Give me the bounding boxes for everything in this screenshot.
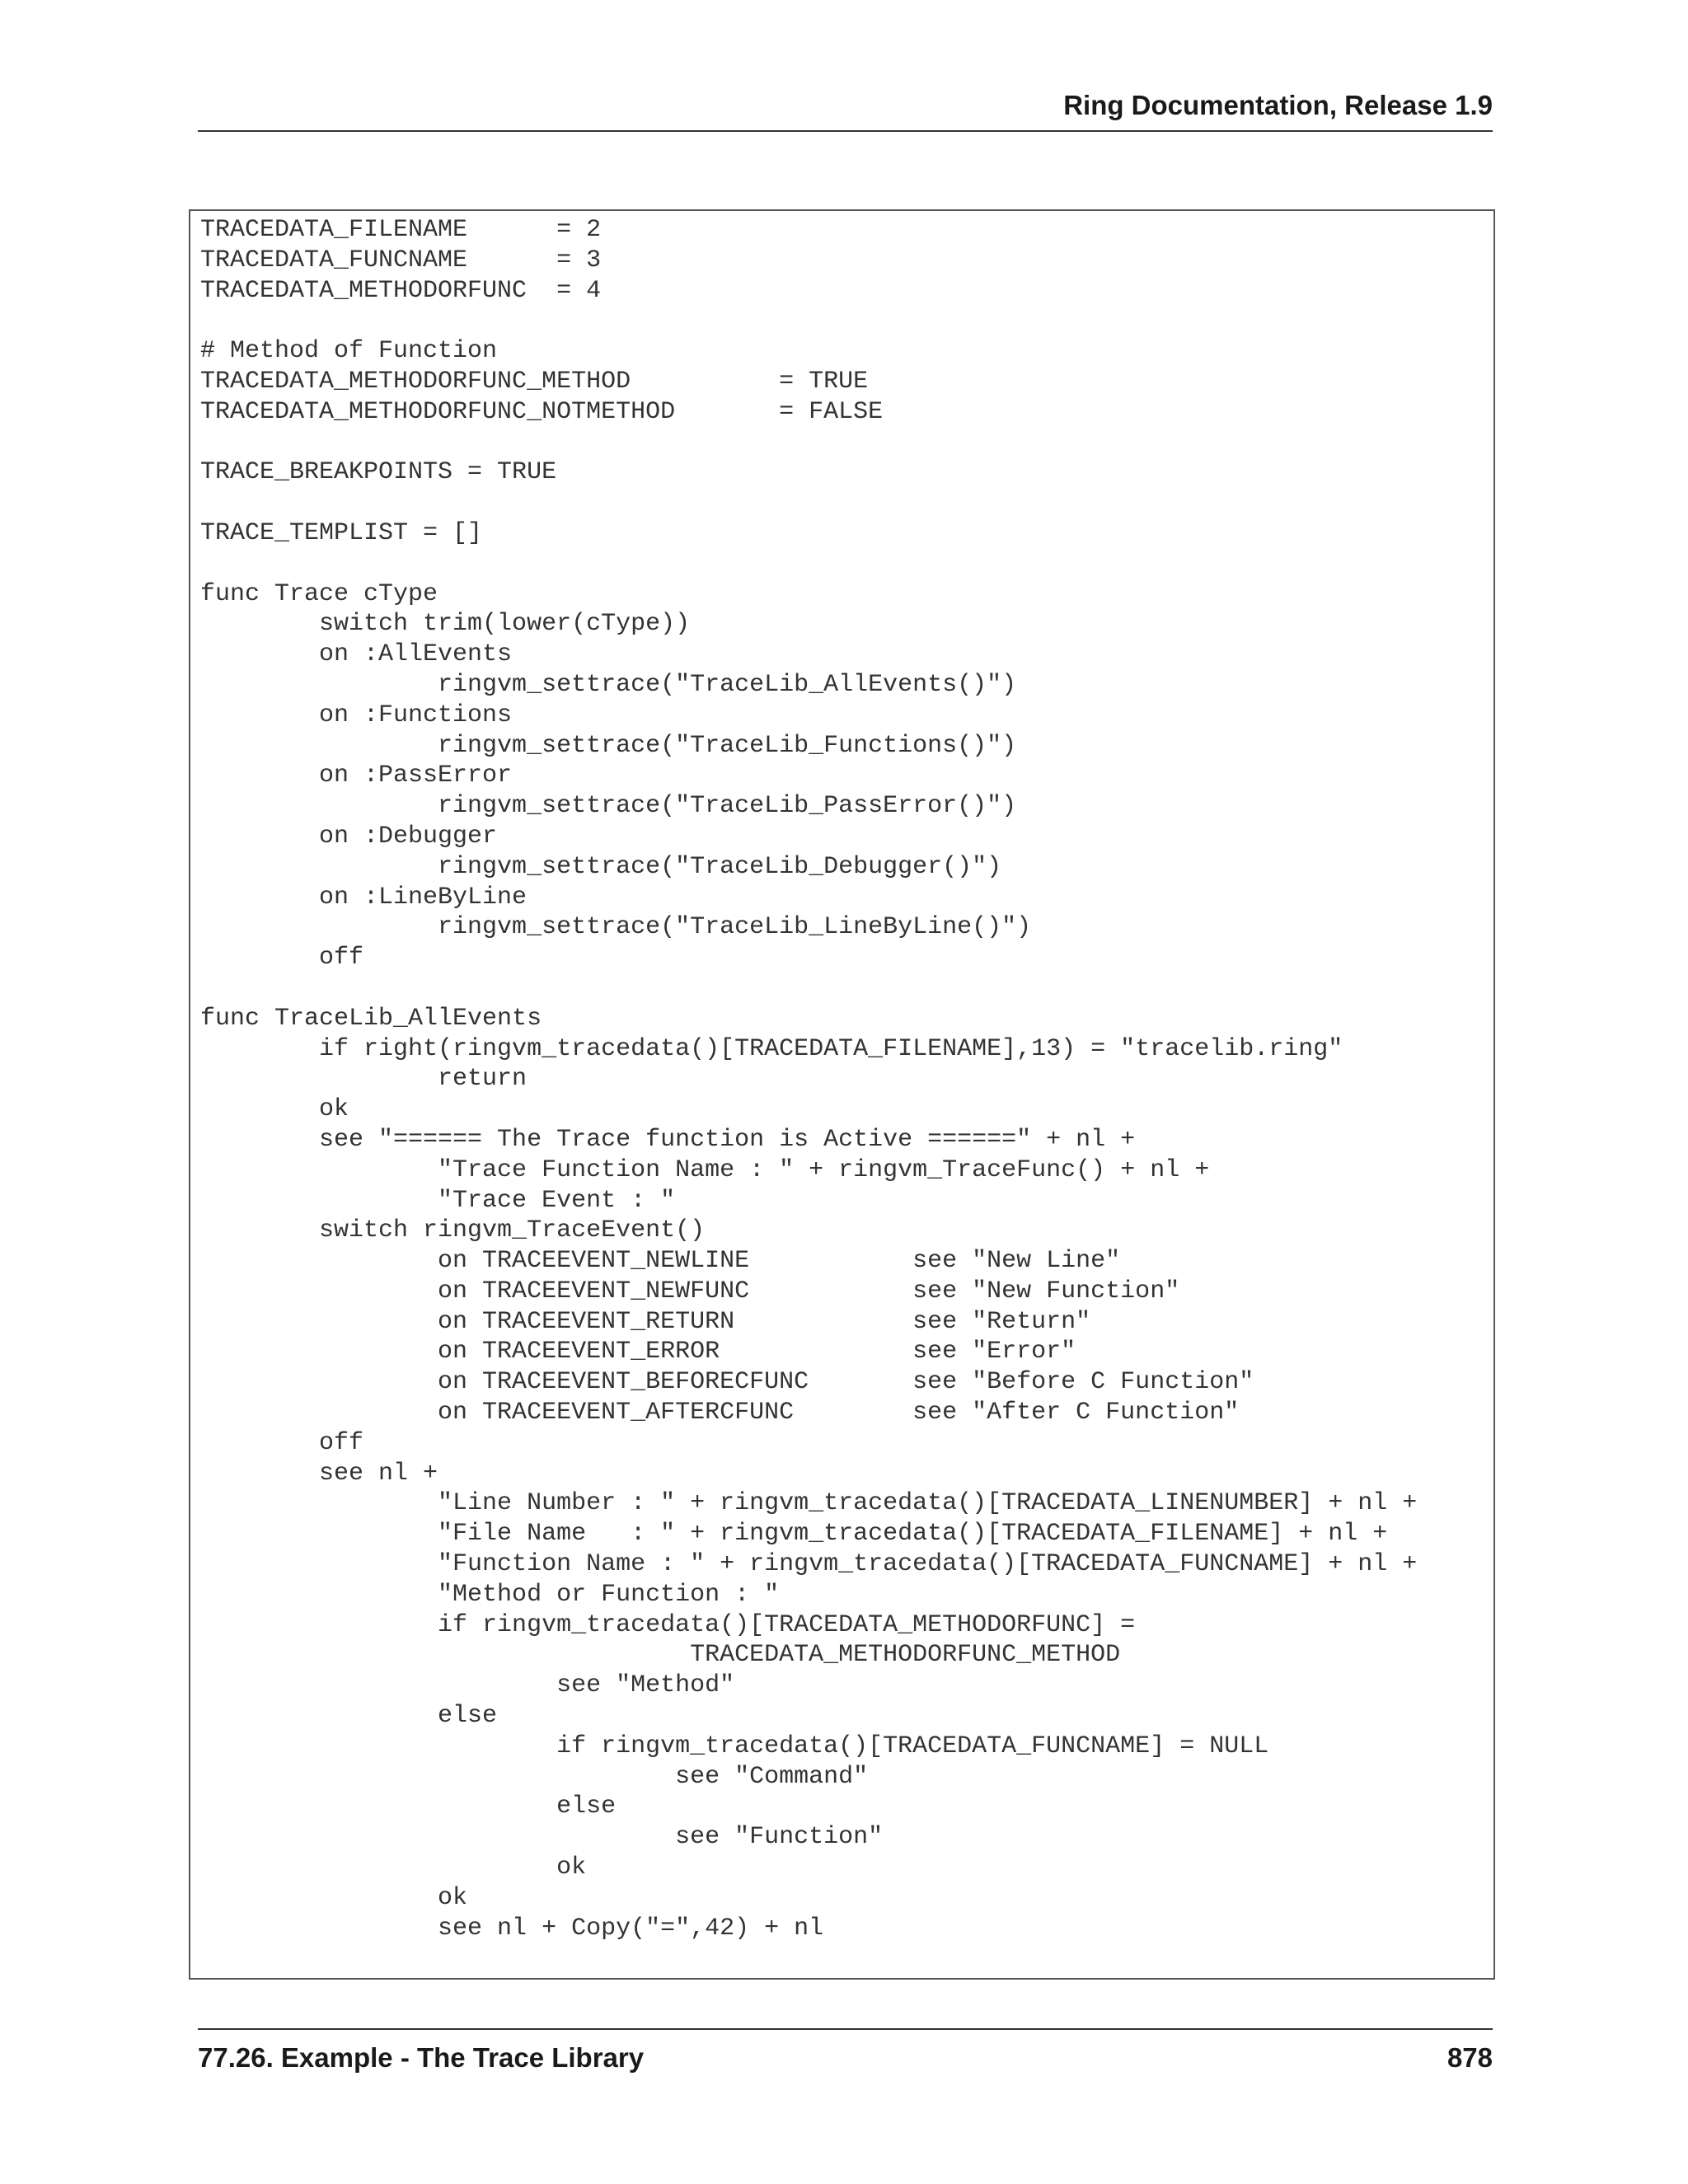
code-line: TRACEDATA_METHODORFUNC = 4 — [200, 276, 602, 305]
document-title: Ring Documentation, Release 1.9 — [1063, 90, 1493, 120]
code-line: switch trim(lower(cType)) — [200, 610, 691, 639]
code-line: "Line Number : " + ringvm_tracedata()[TRACEDATA_LINENUMBER] + nl + — [200, 1489, 1418, 1518]
section-title: 77.26. Example - The Trace Library — [198, 2042, 645, 2073]
code-line: else — [200, 1702, 498, 1731]
code-line: on TRACEEVENT_NEWLINE see "New Line" — [200, 1247, 1121, 1276]
code-line: off — [200, 944, 364, 972]
code-line: "Trace Function Name : " + ringvm_TraceFunc() + nl + — [200, 1155, 1210, 1184]
code-line: # Method of Function — [200, 337, 498, 366]
code-line: on TRACEEVENT_AFTERCFUNC see "After C Function" — [200, 1399, 1240, 1427]
code-line: ringvm_settrace("TraceLib_Debugger()") — [200, 852, 1002, 881]
code-line: if ringvm_tracedata()[TRACEDATA_METHODORFUNC] = — [200, 1610, 1136, 1639]
page-footer — [198, 2028, 1493, 2078]
code-line: else — [200, 1793, 617, 1821]
code-line: on TRACEEVENT_RETURN see "Return" — [200, 1307, 1091, 1336]
page-number: 878 — [1447, 2042, 1493, 2073]
code-line: on :LineByLine — [200, 883, 528, 912]
code-line: on :AllEvents — [200, 640, 513, 669]
code-line: "Trace Event : " — [200, 1186, 676, 1215]
code-line — [200, 306, 1417, 336]
code-line — [200, 488, 1417, 518]
code-line: see nl + — [200, 1459, 438, 1488]
code-line: on :PassError — [200, 762, 513, 790]
code-line: ok — [200, 1095, 349, 1124]
code-line: "Function Name : " + ringvm_tracedata()[TRACEDATA_FUNCNAME] + nl + — [200, 1550, 1418, 1579]
code-line: ringvm_settrace("TraceLib_AllEvents()") — [200, 670, 1017, 699]
code-line: if ringvm_tracedata()[TRACEDATA_FUNCNAME] = NULL — [200, 1732, 1269, 1760]
code-line: TRACE_BREAKPOINTS = TRUE — [200, 458, 557, 487]
code-line: func Trace cType — [200, 579, 438, 608]
code-line: on TRACEEVENT_NEWFUNC see "New Function" — [200, 1277, 1180, 1305]
code-line: return — [200, 1065, 528, 1094]
code-line: ok — [200, 1883, 468, 1912]
code-line: ok — [200, 1854, 587, 1882]
code-line: "File Name : " + ringvm_tracedata()[TRACEDATA_FILENAME] + nl + — [200, 1520, 1388, 1549]
code-line: TRACEDATA_FUNCNAME = 3 — [200, 246, 602, 274]
code-line: see "Function" — [200, 1823, 884, 1852]
page-header — [198, 91, 1493, 132]
code-block — [189, 209, 1495, 1980]
code-line: switch ringvm_TraceEvent() — [200, 1216, 706, 1245]
code-line: on TRACEEVENT_ERROR see "Error" — [200, 1338, 1076, 1366]
code-line: TRACEDATA_METHODORFUNC_METHOD — [200, 1641, 1121, 1670]
code-line: off — [200, 1428, 364, 1457]
code-line: see "====== The Trace function is Active ======" + nl + — [200, 1125, 1136, 1154]
code-line: "Method or Function : " — [200, 1580, 780, 1609]
code-line: if right(ringvm_tracedata()[TRACEDATA_FILENAME],13) = "tracelib.ring" — [200, 1034, 1343, 1063]
code-line: TRACEDATA_METHODORFUNC_METHOD = TRUE — [200, 367, 869, 396]
code-line — [200, 973, 1417, 1004]
code-line — [200, 549, 1417, 579]
code-line: see "Command" — [200, 1762, 869, 1791]
code-line: TRACEDATA_METHODORFUNC_NOTMETHOD = FALSE — [200, 397, 884, 426]
code-line — [200, 428, 1417, 458]
code-line: see nl + Copy("=",42) + nl — [200, 1914, 824, 1943]
code-line: on :Debugger — [200, 822, 498, 851]
code-line: on :Functions — [200, 701, 513, 729]
code-line: ringvm_settrace("TraceLib_LineByLine()") — [200, 913, 1032, 942]
code-line: TRACEDATA_FILENAME = 2 — [200, 216, 602, 244]
code-line: func TraceLib_AllEvents — [200, 1004, 542, 1033]
code-line: TRACE_TEMPLIST = [] — [200, 518, 483, 547]
code-lines — [200, 215, 1417, 1943]
code-line: on TRACEEVENT_BEFORECFUNC see "Before C Function" — [200, 1368, 1254, 1397]
code-line: ringvm_settrace("TraceLib_Functions()") — [200, 731, 1017, 760]
code-line: ringvm_settrace("TraceLib_PassError()") — [200, 792, 1017, 821]
code-line: see "Method" — [200, 1671, 735, 1700]
